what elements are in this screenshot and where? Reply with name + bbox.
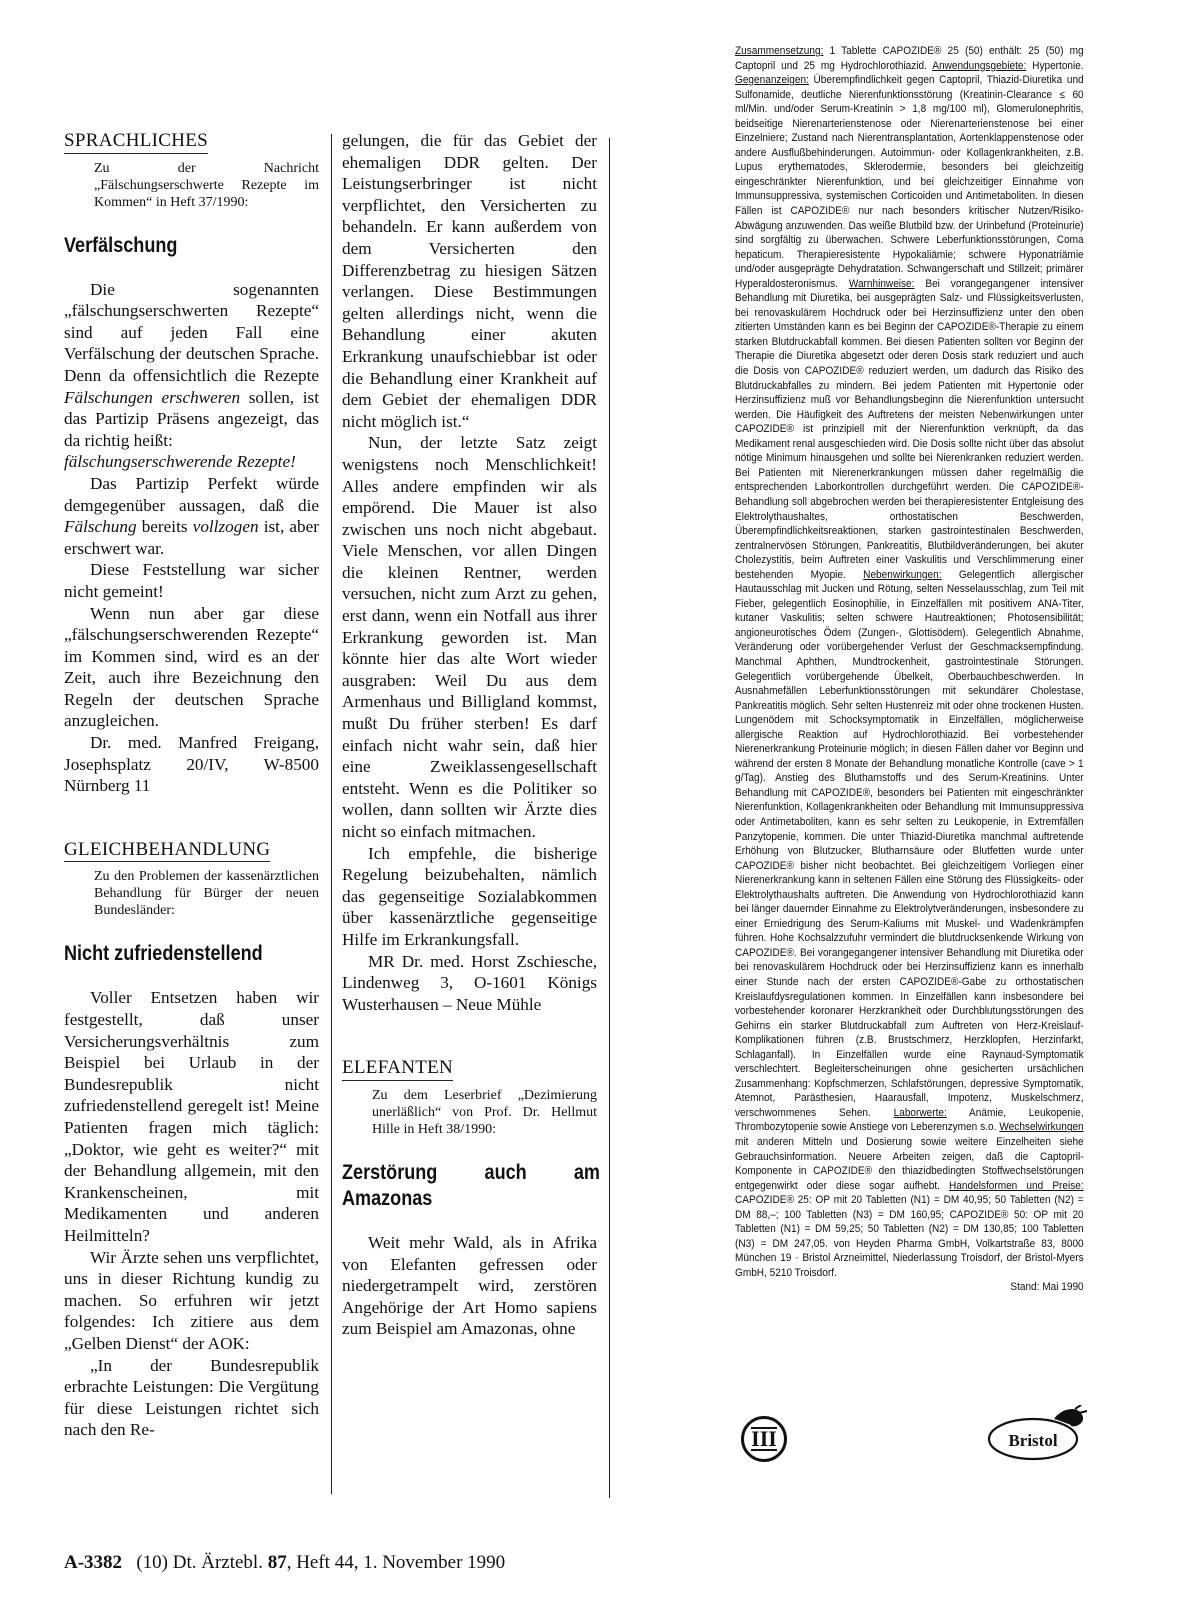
bristol-wordmark: Bristol bbox=[1008, 1431, 1058, 1450]
page-number: A-3382 bbox=[64, 1552, 123, 1573]
section-title-sprachliches: SPRACHLICHES bbox=[64, 130, 208, 154]
column-middle bbox=[342, 130, 600, 1340]
paragraph: Die sogenannten „fälschungserschwerten Rezepte“ sind auf jeden Fall eine Verfälschung der deutschen Sprache. Denn da offensichtlich die Rezepte Fälschungen erschweren sollen, ist das Partizip Präsens angezeigt, das da richtig heißt: fälschungserschwerende Rezepte! bbox=[64, 279, 319, 472]
label-wechselwirkungen: Wechselwirkungen bbox=[999, 1121, 1084, 1134]
article-headline: Nicht zufriedenstellend bbox=[64, 942, 263, 966]
section-intro: Zu den Problemen der kassenärztlichen Behandlung für Bürger der neuen Bundesländer: bbox=[94, 869, 319, 919]
heyden-logo: III bbox=[741, 1416, 787, 1462]
paragraph: Nun, der letzte Satz zeigt wenigstens noch Menschlichkeit! Alles andere empfinden wir als empörend. Die Mauer ist also zwischen uns noch nicht abgebaut. Viele Menschen, vor allen Dingen die kleinen Rentner, werden versuchen, nicht zum Arzt zu gehen, erst dann, wenn ein Notfall aus ihrer Erkrankung geworden ist. Man könnte hier das alte Wort wieder ausgraben: Weil Du aus dem Armenhaus und Billigland kommst, mußt Du früher sterben! Es darf einfach nicht wahr sein, daß hier eine Zweiklassengesellschaft entsteht. Wenn es die Politiker so wollen, dann sollten wir Ärzte dies nicht so einfach mitmachen. bbox=[342, 433, 597, 841]
paragraph: Weit mehr Wald, als in Afrika von Elefanten gefressen oder niedergetrampelt wird, zerstören Angehörige der Art Homo sapiens zum Beispiel am Amazonas, ohne bbox=[342, 1232, 597, 1339]
label-laborwerte: Laborwerte: bbox=[893, 1106, 947, 1119]
column-left bbox=[64, 130, 319, 1441]
section-title-elefanten: ELEFANTEN bbox=[342, 1057, 453, 1081]
paragraph: Ich empfehle, die bisherige Regelung beizubehalten, nämlich das gegenseitige Sozialabkommen über kassenärztliche gegenseitige Hilfe im Erkrankungsfall. bbox=[342, 843, 597, 949]
volume-number: 87 bbox=[267, 1552, 287, 1573]
column-divider bbox=[609, 138, 610, 1498]
paragraph: Diese Feststellung war sicher nicht gemeint! bbox=[64, 560, 319, 601]
author-signature: MR Dr. med. Horst Zschiesche, Lindenweg 3, O-1601 Königs Wusterhausen – Neue Mühle bbox=[342, 951, 597, 1014]
bristol-logo bbox=[985, 1405, 1095, 1465]
section-intro: Zu dem Leserbrief „Dezimierung unerläßlich“ von Prof. Dr. Hellmut Hille in Heft 38/1990: bbox=[372, 1087, 597, 1137]
paragraph: Das Partizip Perfekt würde demgegenüber aussagen, daß die Fälschung bereits vollzogen ist, aber erschwert war. bbox=[64, 473, 319, 558]
paragraph: Wenn nun aber gar diese „fälschungserschwerenden Rezepte“ im Kommen sind, wird es an der Zeit, auch ihre Bezeichnung den Regeln der deutschen Sprache anzugleichen. bbox=[64, 603, 319, 731]
label-zusammensetzung: Zusammensetzung: bbox=[735, 45, 824, 57]
paragraph: Voller Entsetzen haben wir festgestellt, daß unser Versicherungsverhältnis zum Beispiel bei Urlaub in der Bundesrepublik nicht zufriedenstellend geregelt ist! Meine Patienten fragen mich täglich: „Doktor, wie geht es weiter?“ mit der Behandlung allgemein, mit den Krankenscheinen, mit Medikamenten und anderen Heilmitteln? bbox=[64, 988, 319, 1245]
label-handelsformen: Handelsformen und Preise: bbox=[949, 1179, 1084, 1192]
paragraph: Wir Ärzte sehen uns verpflichtet, uns in dieser Richtung kundig zu machen. So erfuhren wir jetzt folgendes: Ich zitiere aus dem „Gelben Dienst“ der AOK: bbox=[64, 1247, 319, 1353]
paragraph: gelungen, die für das Gebiet der ehemaligen DDR gelten. Der Leistungserbringer ist nicht verpflichtet, den Versicherten zu behandeln. Er kann außerdem von dem Versicherten den Differenzbetrag zu hiesigen Sätzen verlangen. Diese Bestimmungen gelten allerdings nicht, wenn die Behandlung einer akuten Erkrankung unaufschiebbar ist oder die Behandlung einer Krankheit auf dem Gebiet der ehemaligen DDR nicht möglich ist.“ bbox=[342, 131, 597, 431]
article-headline: Verfälschung bbox=[64, 233, 178, 257]
column-divider bbox=[331, 134, 332, 1494]
article-headline: Zerstörung auch am Amazonas bbox=[342, 1160, 600, 1210]
author-signature: Dr. med. Manfred Freigang, Josephsplatz 20/IV, W-8500 Nürnberg 11 bbox=[64, 733, 319, 796]
label-anwendungsgebiete: Anwendungsgebiete: bbox=[932, 59, 1027, 72]
label-nebenwirkungen: Nebenwirkungen: bbox=[863, 568, 942, 581]
label-warnhinweise: Warnhinweise: bbox=[848, 277, 915, 290]
stand-date: Stand: Mai 1990 bbox=[1010, 1281, 1084, 1294]
label-gegenanzeigen: Gegenanzeigen: bbox=[735, 74, 809, 87]
drug-info-panel: Zusammensetzung: 1 Tablette CAPOZIDE® 25 (50) enthält: 25 (50) mg Captopril und 25 mg Hydrochlorothiazid. Anwendungsgebiete: Hypertonie. Gegenanzeigen: Überempfindlichkeit gegen Captopril, Thiazid-Diuretika und Sulfonamide, deutliche Nierenfunktionsstörung (Kreatinin-Clearance ≤ 60 ml/Min. und/oder Serum-Kreatinin > 1,8 mg/100 ml), Glomerulonephritis, beidseitige Nierenarterienstenose oder Nierenarterienstenose bei einer Einzelniere; Zustand nach Nierentransplantation, Aortenklappenstenose oder andere Ausflußbehinderungen. Autoimmun- oder Kollagenkrankheiten, z.B. Lupus erythematodes, Sklerodermie, besonders bei gleichzeitig eingeschränkter Nierenfunktion, und bei gleichzeitiger Einnahme von Immunsuppressiva, systemischen Corticoiden und Antimetaboliten. In diesen Fällen ist CAPOZIDE® nur nach besonders kritischer Nutzen/Risiko-Abwägung anzuwenden. Das weiße Blutbild bzw. der Urinbefund (Proteinurie) sind sorgfältig zu überwachen. Schwere Leberfunktionsstörungen, Coma hepaticum. Therapieresistente Hypokaliämie; schwere Hyponatriämie und/oder ausgeprägte Dehydratation. Schwangerschaft und Stillzeit; primärer Hyperaldosteronismus. Warnhinweise: Bei vorangegangener intensiver Behandlung mit Diuretika, bei ausgeprägten Salz- und Flüssigkeitsverlusten, bei renovaskulärem Hochdruck oder bei Herzinsuffizienz unter den oben zitierten Umständen kann es bei Beginn der CAPOZIDE®-Therapie zu einem starken Blutdruckabfall kommen. Bei diesen Patienten sollten vor Beginn der Therapie die Diuretika abgesetzt oder deren Dosis stark reduziert und auch die Dosis von CAPOZIDE® reduziert werden, um dadurch das Risiko des Blutdruckabfalles zu mindern. Bei jedem Patienten mit Hypertonie oder Herzinsuffizienz muß vor Behandlungsbeginn die Nierenfunktion untersucht werden. Die Häufigkeit des Auftretens der meisten Nebenwirkungen unter CAPOZIDE® ist prinzipiell mit der Nierenfunktion verknüpft, da das Medikament renal ausgeschieden wird. Die Dosis sollte nicht über das absolut nötige Minimum hinausgehen und sollte bei Nierenkranken reduziert werden. Bei Patienten mit Nierenerkrankungen müssen daher regelmäßig die entsprechenden Laborkontrollen durchgeführt werden. Die CAPOZIDE®-Behandlung soll abgebrochen werden bei therapieresistenter Entgleisung des Elektrolythaushaltes, orthostatischen Beschwerden, Überempfindlichkeitsreaktionen, starken gastrointestinalen Beschwerden, zentralnervösen Störungen, Pankreatitis, Blutbildveränderungen, bei akuter Cholezystitis, beim Auftreten einer Vaskulitis und Verschlimmerung einer bestehenden Myopie. Nebenwirkungen: Gelegentlich allergischer Hautausschlag mit Jucken und Rötung, selten Nesselausschlag, zum Teil mit Fieber, gelegentlich Eosinophilie, in Einzelfällen mit positivem ANA-Titer, kutaner Vaskulitis; selten schwere Hautreaktionen; Photosensibilität; angioneurotisches Ödem (Zungen-, Glottisödem). Gelegentlich Abnahme, Veränderung oder vorübergehender Verlust der Geschmacksempfindung. Manchmal Aphthen, Mundtrockenheit, gastrointestinale Störungen. Gelegentlich vorübergehende Übelkeit, Oberbauchbeschwerden. In Ausnahmefällen Leberfunktionsstörungen mit sekundärer Cholestase, Pankreatitis möglich. Sehr selten Hustenreiz mit oder ohne trockenen Husten. Lungenödem mit Schocksymptomatik in Einzelfällen, möglicherweise allergische Reaktion auf Hydrochlorothiazid. Bei vorbestehender Nierenerkrankung Proteinurie möglich; in diesen Fällen daher vor Beginn und während der ersten 8 Monate der Behandlung monatliche Kontrolle (cave > 1 g/Tag). Anstieg des Blutharnstoffs und des Serum-Kreatinins. Unter Behandlung mit CAPOZIDE®, besonders bei Patienten mit eingeschränkter Nierenfunktion, Kollagenkrankheiten oder Behandlung mit Immunsuppressiva oder Antimetaboliten, kann es sehr selten zu Leukopenie, in Extremfällen Panzytopenie, kommen. Die unter Thiazid-Diuretika manchmal auftretende Erhöhung von Blutzucker, Blutharnsäure oder Blutfetten wurde unter CAPOZIDE® bisher nicht beobachtet. Bei gleichzeitigem Vorliegen einer Nierenerkrankung kann in seltenen Fällen eine Störung des Flüssigkeits- oder Elektrolythaushalts auftreten. Die Anwendung von Hydrochlorothiazid kann bei länger dauernder Einnahme zu Elektrolytveränderungen, insbesondere zu einer Erniedrigung des Serum-Kaliums mit Muskel- und Wadenkrämpfen führen. Hohe Kochsalzzufuhr vermindert die blutdrucksenkende Wirkung von CAPOZIDE®. Bei vorangegangener intensiver Behandlung mit Diuretika oder bei renovaskulärem Hochdruck oder bei Herzinsuffizienz kann es innerhalb einer Stunde nach der ersten CAPOZIDE®-Gabe zu orthostatischen Kreislaufdysregulationen kommen. In Einzelfällen kann insbesondere bei vorbestehender koronarer Herzkrankheit oder Durchblutungsstörungen des Gehirns ein starker Blutdruckabfall zum Auftreten von Herz-Kreislauf-Komplikationen führen (z.B. Brustschmerz, Herzklopfen, Herzinfarkt, Schlaganfall). In Einzelfällen wurde eine Raynaud-Symptomatik verschlechtert. Begleiterscheinungen ohne gesicherten ursächlichen Zusammenhang: Kopfschmerzen, Schlafstörungen, depressive Symptomatik, Atemnot, Parästhesien, Haarausfall, Impotenz, Muskelschmerz, verschwommenes Sehen. Laborwerte: Anämie, Leukopenie, Thrombozytopenie sowie Anstiege von Leberenzymen s.o. Wechselwirkungen mit anderen Mitteln und Dosierung sowie weitere Einzelheiten siehe Gebrauchsinformation. Neuere Arbeiten zeigen, daß die Captopril-Komponente in CAPOZIDE® den thiazidbedingten Stoffwechselstörungen entgegenwirkt oder diese sogar aufhebt. Handelsformen und Preise: CAPOZIDE® 25: OP mit 20 Tabletten (N1) = DM 40,95; 50 Tabletten (N2) = DM 88,–; 100 Tabletten (N3) = DM 160,95; CAPOZIDE® 50: OP mit 20 Tabletten (N1) = DM 59,25; 50 Tabletten (N2) = DM 130,85; 100 Tabletten (N3) = DM 247,05. von Heyden Pharma GmbH, Volkartstraße 83, 8000 München 19 · Bristol Arzneimittel, Niederlassung Troisdorf, der Bristol-Myers GmbH, 5210 Troisdorf. Stand: Mai 1990 bbox=[735, 45, 1084, 1294]
section-intro: Zu der Nachricht „Fälschungserschwerte Rezepte im Kommen“ in Heft 37/1990: bbox=[94, 160, 319, 210]
page-footer: A-3382 (10) Dt. Ärztebl. 87, Heft 44, 1. November 1990 bbox=[64, 1552, 506, 1573]
section-title-gleichbehandlung: GLEICHBEHANDLUNG bbox=[64, 839, 270, 863]
paragraph: „In der Bundesrepublik erbrachte Leistungen: Die Vergütung für diese Leistungen richtet sich nach den Re- bbox=[64, 1355, 319, 1440]
